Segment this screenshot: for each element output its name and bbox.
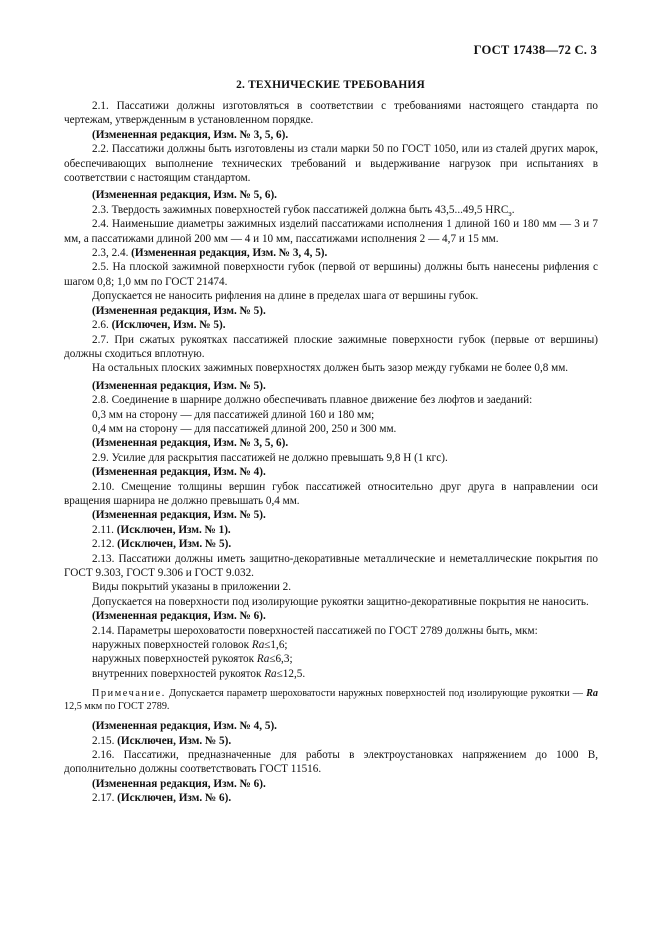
revision-note: (Измененная редакция, Изм. № 4, 5). <box>92 720 277 733</box>
page-header: ГОСТ 17438—72 С. 3 <box>473 43 597 57</box>
clause-2-10: 2.10. Смещение толщины вершин губок пассатижей относительно друг друга в направлении оси вращения шарнира не должно превышать 0,4 мм. <box>64 480 598 507</box>
note-label: Примечание. <box>92 688 166 700</box>
clause-2-5-note: Допускается не наносить рифления на длине в пределах шага от вершины губок. <box>92 290 479 303</box>
revision-note: (Измененная редакция, Изм. № 3, 5, 6). <box>92 437 289 450</box>
clause-2-8: 2.8. Соединение в шарнире должно обеспечивать плавное движение без люфтов и заеданий: <box>92 394 533 407</box>
clause-2-14: 2.14. Параметры шероховатости поверхностей пассатижей по ГОСТ 2789 должны быть, мкм: <box>92 624 538 637</box>
note: Примечание. Допускается параметр шероховатости наружных поверхностей под изолирующие рукоятки — Ra 12,5 мкм по ГОСТ 2789. <box>64 688 598 713</box>
clause-2-15: 2.15. (Исключен, Изм. № 5). <box>92 734 232 747</box>
hardness-subscript: э <box>508 209 512 219</box>
revision-note: (Измененная редакция, Изм. № 6). <box>92 777 266 790</box>
clause-2-8-item: 0,4 мм на сторону — для пассатижей длиной 200, 250 и 300 мм. <box>92 422 397 435</box>
clause-2-4: 2.4. Наименьшие диаметры зажимных изделий пассатижами исполнения 1 длиной 160 и 180 мм — 3 и 7 мм, а пассатижами длиной 200 мм — 4 и 10 мм, пассатижами исполнения 2 — 4,7 и 15 мм. <box>64 218 598 245</box>
clause-2-9: 2.9. Усилие для раскрытия пассатижей не должно превышать 9,8 Н (1 кгс). <box>92 451 448 464</box>
clause-2-13: 2.13. Пассатижи должны иметь защитно-декоративные металлические и неметаллические покрытия по ГОСТ 9.303, ГОСТ 9.306 и ГОСТ 9.032. <box>64 552 598 579</box>
roughness-item: наружных поверхностей рукояток Ra≤6,3; <box>92 653 293 666</box>
revision-note: (Измененная редакция, Изм. № 3, 5, 6). <box>92 128 289 141</box>
clause-2-1: 2.1. Пассатижи должны изготовляться в соответствии с требованиями настоящего стандарта по чертежам, утвержденным в установленном порядке. <box>64 100 598 127</box>
clause-2-5: 2.5. На плоской зажимной поверхности губок (первой от вершины) должны быть нанесены рифления с шагом 0,8; 1,0 мм по ГОСТ 21474. <box>64 261 598 288</box>
clause-2-16: 2.16. Пассатижи, предназначенные для работы в электроустановках напряжением до 1000 В, дополнительно должны соответствовать ГОСТ 11516. <box>64 749 598 776</box>
clause-2-13-note: Допускается на поверхности под изолирующие рукоятки защитно-декоративные покрытия не наносить. <box>92 595 589 608</box>
revision-note: (Измененная редакция, Изм. № 5). <box>92 509 266 522</box>
clause-2-8-item: 0,3 мм на сторону — для пассатижей длиной 160 и 180 мм; <box>92 408 375 421</box>
clause-2-11: 2.11. (Исключен, Изм. № 1). <box>92 523 231 536</box>
revision-note: (Измененная редакция, Изм. № 5, 6). <box>92 189 277 202</box>
revision-note: (Измененная редакция, Изм. № 4). <box>92 466 266 479</box>
revision-note: (Измененная редакция, Изм. № 6). <box>92 610 266 623</box>
clause-2-7: 2.7. При сжатых рукоятках пассатижей плоские зажимные поверхности губок (первые от вершины) должны сходиться вплотную. <box>64 333 598 360</box>
roughness-item: наружных поверхностей головок Ra≤1,6; <box>92 639 288 652</box>
clause-2-3-text: 2.3. Твердость зажимных поверхностей губок пассатижей должна быть 43,5...49,5 HRC <box>92 203 509 216</box>
revision-note: (Измененная редакция, Изм. № 5). <box>92 379 266 392</box>
clause-2-7-note: На остальных плоских зажимных поверхностях должен быть зазор между губками не более 0,8 мм. <box>92 362 569 375</box>
clause-2-3: 2.3. Твердость зажимных поверхностей губок пассатижей должна быть 43,5...49,5 $HRC_э$. <box>92 203 515 219</box>
clause-2-12: 2.12. (Исключен, Изм. № 5). <box>92 538 232 551</box>
section-title: 2. ТЕХНИЧЕСКИЕ ТРЕБОВАНИЯ <box>236 79 425 91</box>
revision-note: (Измененная редакция, Изм. № 5). <box>92 304 266 317</box>
clause-2-6: 2.6. (Исключен, Изм. № 5). <box>92 319 226 332</box>
clause-2-17: 2.17. (Исключен, Изм. № 6). <box>92 792 232 805</box>
document-body <box>64 99 598 806</box>
roughness-item: внутренних поверхностей рукояток Ra≤12,5. <box>92 667 306 680</box>
clause-2-3-2-4-revision: 2.3, 2.4. (Измененная редакция, Изм. № 3, 4, 5). <box>92 247 328 260</box>
clause-2-2: 2.2. Пассатижи должны быть изготовлены из стали марки 50 по ГОСТ 1050, или из сталей других марок, обеспечивающих выполнение технических требований и выдерживание нагрузок при испытаниях в соответствии с настоящим стандартом. <box>64 143 598 185</box>
clause-2-13-coatings: Виды покрытий указаны в приложении 2. <box>92 581 291 594</box>
